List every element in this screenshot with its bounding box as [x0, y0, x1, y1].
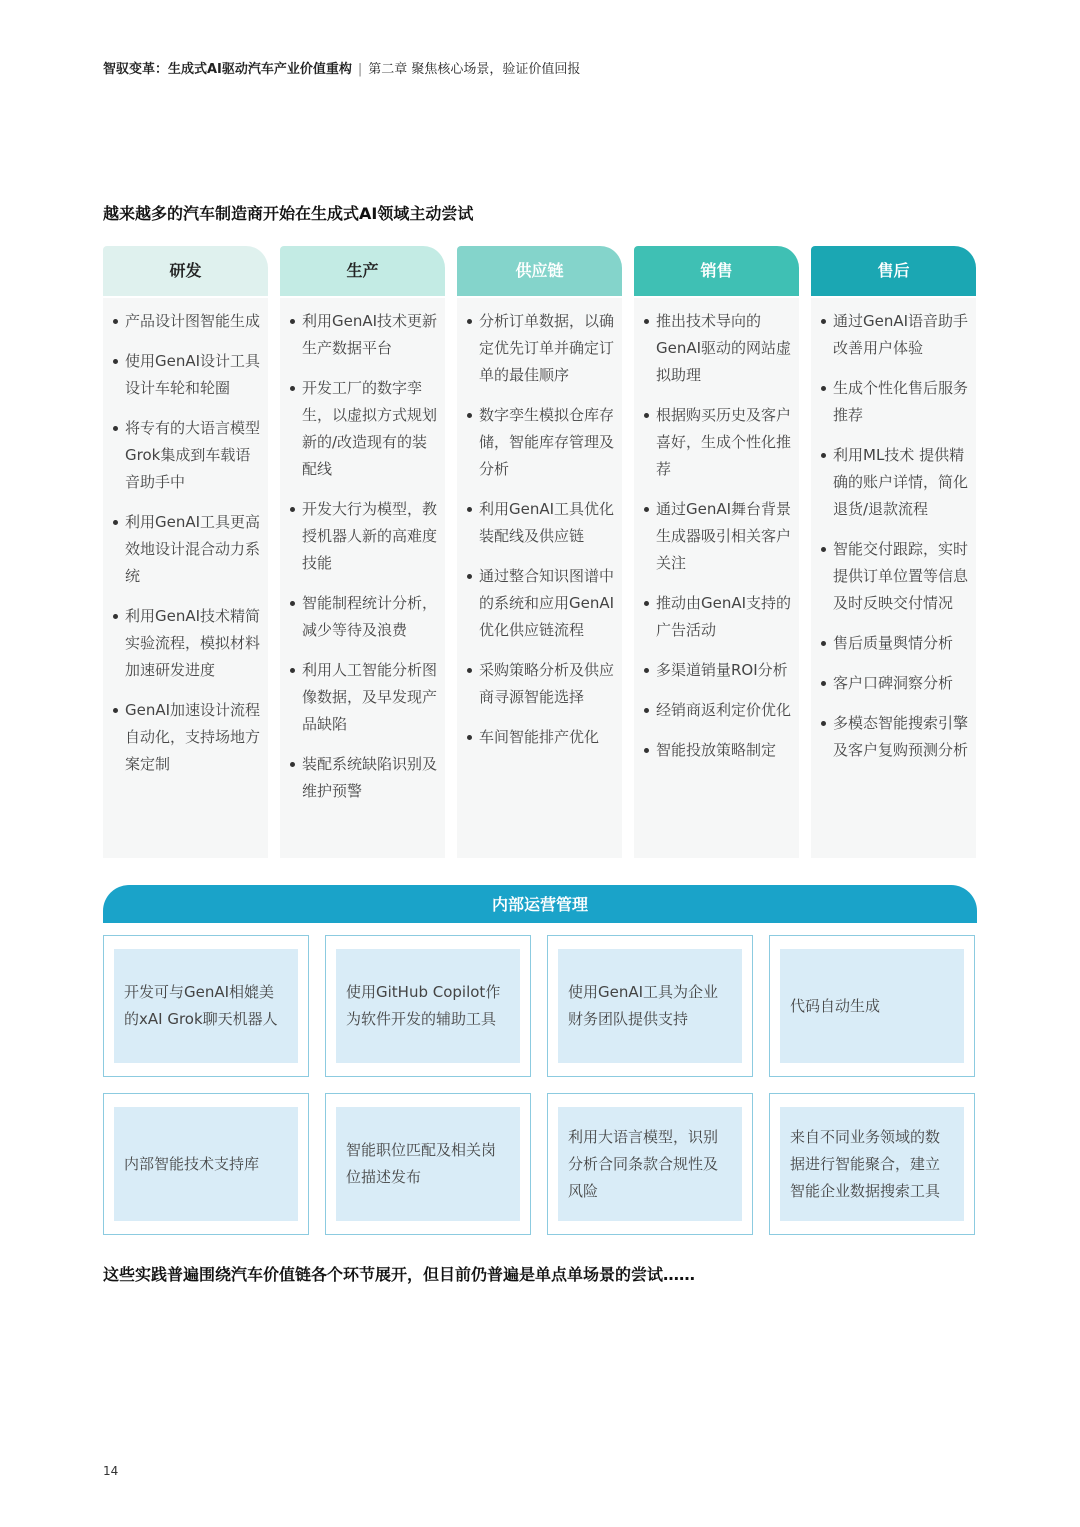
- column-supply-chain: [457, 246, 622, 864]
- ops-card-text: 开发可与GenAI相媲美的xAI Grok聊天机器人: [114, 949, 298, 1063]
- list-item: 产品设计图智能生成: [109, 308, 262, 335]
- list-item: 通过GenAI语音助手改善用户体验: [817, 308, 970, 362]
- column-body-sales: [634, 298, 799, 858]
- section-title: 越来越多的汽车制造商开始在生成式AI领域主动尝试: [103, 204, 474, 223]
- list-item: 使用GenAI设计工具设计车轮和轮圈: [109, 348, 262, 402]
- ops-card: [547, 935, 753, 1077]
- list-item: 智能制程统计分析，减少等待及浪费: [286, 590, 439, 644]
- ops-card: [769, 1093, 975, 1235]
- ops-card-text: 使用GenAI工具为企业财务团队提供支持: [558, 949, 742, 1063]
- list-item: 利用GenAI技术精简实验流程，模拟材料加速研发进度: [109, 603, 262, 684]
- list-item: 根据购买历史及客户喜好，生成个性化推荐: [640, 402, 793, 483]
- ops-card: [103, 935, 309, 1077]
- list-item: 智能交付跟踪，实时提供订单位置等信息及时反映交付情况: [817, 536, 970, 617]
- list-item: 通过整合知识图谱中的系统和应用GenAI优化供应链流程: [463, 563, 616, 644]
- list-item: 分析订单数据，以确定优先订单并确定订单的最佳顺序: [463, 308, 616, 389]
- chapter-title: 第二章 聚焦核心场景，验证价值回报: [368, 62, 581, 77]
- column-production: [280, 246, 445, 864]
- internal-ops-title: 内部运营管理: [103, 885, 977, 923]
- list-item: 多渠道销量ROI分析: [640, 657, 793, 684]
- column-body-rd: [103, 298, 268, 858]
- header-separator: |: [357, 62, 363, 77]
- ops-card: [103, 1093, 309, 1235]
- column-header-supply-chain: 供应链: [457, 246, 622, 296]
- page-number: 14: [103, 1464, 119, 1478]
- list-item: 车间智能排产优化: [463, 724, 616, 751]
- column-header-after-sales: 售后: [811, 246, 976, 296]
- list-item: 开发大行为模型，教授机器人新的高难度技能: [286, 496, 439, 577]
- column-list-after-sales: [817, 308, 970, 764]
- running-header: [103, 58, 580, 77]
- ops-card-text: 代码自动生成: [780, 949, 964, 1063]
- ops-card: [547, 1093, 753, 1235]
- ops-card-text: 利用大语言模型，识别分析合同条款合规性及风险: [558, 1107, 742, 1221]
- column-after-sales: [811, 246, 976, 864]
- column-list-sales: [640, 308, 793, 764]
- ops-card-text: 智能职位匹配及相关岗位描述发布: [336, 1107, 520, 1221]
- list-item: 数字孪生模拟仓库存储，智能库存管理及分析: [463, 402, 616, 483]
- list-item: 利用人工智能分析图像数据，及早发现产品缺陷: [286, 657, 439, 738]
- list-item: 利用GenAI工具优化装配线及供应链: [463, 496, 616, 550]
- list-item: 开发工厂的数字孪生，以虚拟方式规划新的/改造现有的装配线: [286, 375, 439, 483]
- list-item: 推动由GenAI支持的广告活动: [640, 590, 793, 644]
- list-item: 经销商返利定价优化: [640, 697, 793, 724]
- list-item: 客户口碑洞察分析: [817, 670, 970, 697]
- list-item: GenAI加速设计流程自动化，支持场地方案定制: [109, 697, 262, 778]
- list-item: 售后质量舆情分析: [817, 630, 970, 657]
- ops-card: [325, 1093, 531, 1235]
- column-header-production: 生产: [280, 246, 445, 296]
- list-item: 利用GenAI技术更新生产数据平台: [286, 308, 439, 362]
- list-item: 采购策略分析及供应商寻源智能选择: [463, 657, 616, 711]
- list-item: 生成个性化售后服务推荐: [817, 375, 970, 429]
- column-body-after-sales: [811, 298, 976, 858]
- column-list-supply-chain: [463, 308, 616, 751]
- ops-card-text: 内部智能技术支持库: [114, 1107, 298, 1221]
- value-chain-columns: [103, 246, 977, 864]
- list-item: 推出技术导向的GenAI驱动的网站虚拟助理: [640, 308, 793, 389]
- ops-card-text: 使用GitHub Copilot作为软件开发的辅助工具: [336, 949, 520, 1063]
- list-item: 多模态智能搜索引擎及客户复购预测分析: [817, 710, 970, 764]
- column-list-production: [286, 308, 439, 805]
- column-body-supply-chain: [457, 298, 622, 858]
- column-list-rd: [109, 308, 262, 778]
- list-item: 将专有的大语言模型Grok集成到车载语音助手中: [109, 415, 262, 496]
- report-title: 智驭变革：生成式AI驱动汽车产业价值重构: [103, 62, 352, 77]
- ops-card: [325, 935, 531, 1077]
- column-body-production: [280, 298, 445, 858]
- column-header-sales: 销售: [634, 246, 799, 296]
- list-item: 利用GenAI工具更高效地设计混合动力系统: [109, 509, 262, 590]
- list-item: 利用ML技术 提供精确的账户详情，简化退货/退款流程: [817, 442, 970, 523]
- list-item: 智能投放策略制定: [640, 737, 793, 764]
- list-item: 通过GenAI舞台背景生成器吸引相关客户关注: [640, 496, 793, 577]
- ops-card-text: 来自不同业务领域的数据进行智能聚合，建立智能企业数据搜索工具: [780, 1107, 964, 1221]
- column-header-rd: 研发: [103, 246, 268, 296]
- column-rd: [103, 246, 268, 864]
- ops-card: [769, 935, 975, 1077]
- list-item: 装配系统缺陷识别及维护预警: [286, 751, 439, 805]
- footer-note: 这些实践普遍围绕汽车价值链各个环节展开，但目前仍普遍是单点单场景的尝试……: [103, 1265, 696, 1284]
- column-sales: [634, 246, 799, 864]
